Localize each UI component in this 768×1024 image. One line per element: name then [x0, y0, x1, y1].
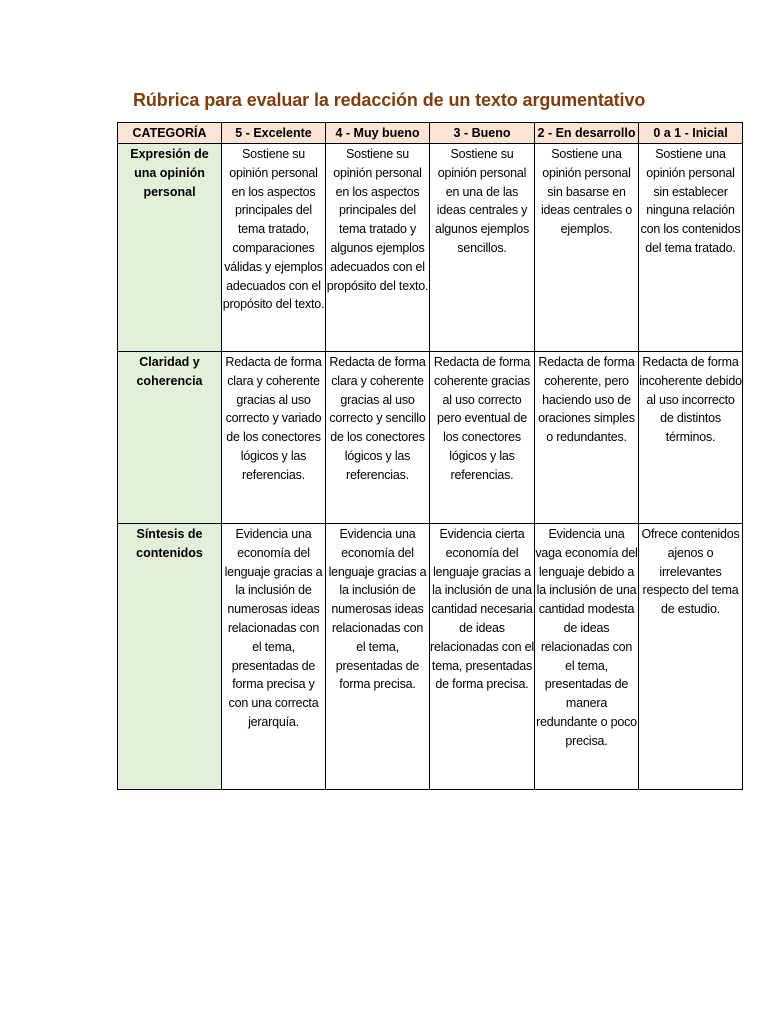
criterion-cell: Redacta de forma incoherente debido al uso incorrecto de distintos términos.	[639, 352, 743, 524]
criterion-cell: Sostiene su opinión personal en los aspectos principales del tema tratado y algunos ejemplos adecuados con el propósito del texto.	[326, 144, 430, 352]
criterion-cell: Sostiene una opinión personal sin basarse en ideas centrales o ejemplos.	[535, 144, 639, 352]
header-row	[118, 123, 743, 144]
criterion-cell: Ofrece contenidos ajenos o irrelevantes respecto del tema de estudio.	[639, 524, 743, 790]
category-cell: Claridad y coherencia	[118, 352, 222, 524]
table-row	[118, 352, 743, 524]
criterion-cell: Redacta de forma coherente gracias al uso correcto pero eventual de los conectores lógicos y las referencias.	[430, 352, 535, 524]
header-category: CATEGORÍA	[118, 123, 222, 144]
header-level-2: 2 - En desarrollo	[535, 123, 639, 144]
document-title: Rúbrica para evaluar la redacción de un texto argumentativo	[133, 90, 646, 110]
table-row	[118, 144, 743, 352]
criterion-cell: Sostiene una opinión personal sin establecer ninguna relación con los contenidos del tema tratado.	[639, 144, 743, 352]
table-row	[118, 524, 743, 790]
criterion-cell: Redacta de forma coherente, pero haciendo uso de oraciones simples o redundantes.	[535, 352, 639, 524]
criterion-cell: Sostiene su opinión personal en los aspectos principales del tema tratado, comparaciones válidas y ejemplos adecuados con el propósito del texto.	[222, 144, 326, 352]
header-level-0-1: 0 a 1 - Inicial	[639, 123, 743, 144]
criterion-cell: Evidencia una economía del lenguaje gracias a la inclusión de numerosas ideas relacionadas con el tema, presentadas de forma precisa.	[326, 524, 430, 790]
criterion-cell: Redacta de forma clara y coherente gracias al uso correcto y sencillo de los conectores lógicos y las referencias.	[326, 352, 430, 524]
criterion-cell: Redacta de forma clara y coherente gracias al uso correcto y variado de los conectores lógicos y las referencias.	[222, 352, 326, 524]
rubric-table	[117, 122, 743, 790]
category-cell: Síntesis de contenidos	[118, 524, 222, 790]
category-cell: Expresión de una opinión personal	[118, 144, 222, 352]
criterion-cell: Evidencia cierta economía del lenguaje gracias a la inclusión de una cantidad necesaria de ideas relacionadas con el tema, presentadas de forma precisa.	[430, 524, 535, 790]
criterion-cell: Evidencia una vaga economía del lenguaje debido a la inclusión de una cantidad modesta de ideas relacionadas con el tema, presentadas de manera redundante o poco precisa.	[535, 524, 639, 790]
criterion-cell: Evidencia una economía del lenguaje gracias a la inclusión de numerosas ideas relacionadas con el tema, presentadas de forma precisa y con una correcta jerarquía.	[222, 524, 326, 790]
header-level-5: 5 - Excelente	[222, 123, 326, 144]
header-level-3: 3 - Bueno	[430, 123, 535, 144]
header-level-4: 4 - Muy bueno	[326, 123, 430, 144]
criterion-cell: Sostiene su opinión personal en una de las ideas centrales y algunos ejemplos sencillos.	[430, 144, 535, 352]
